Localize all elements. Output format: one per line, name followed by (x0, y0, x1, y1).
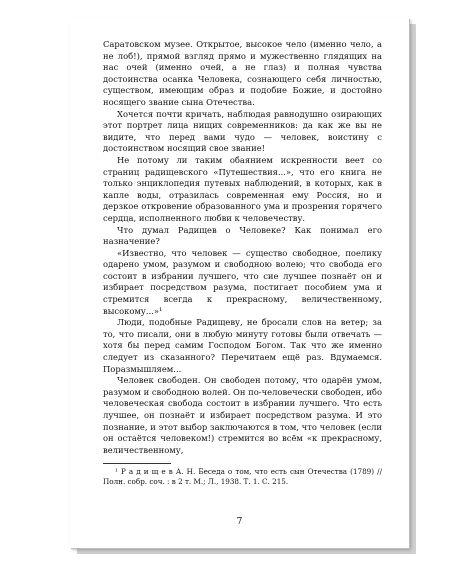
footnote-rule (103, 463, 171, 464)
paragraph: Саратовском музее. Открытое, высокое чело (именно чело, а не лоб!), прямой взгляд прямо и мужественно глядящих на нас очей (именно очей, а не глаз) и полная чувства достоинства осанка Человека, сознающего себя личностью, существом, имеющим образ и подобие Божие, и достойно носящего звание сына Отечества. (103, 39, 382, 107)
quote-paragraph: «Известно, что человек — существо свободное, поелику одарено умом, разумом и свободною волею; что свобода его состоит в избрании лучшего, что сие лучшее познаёт он и избирает посредством разума, постигает пособием ума и стремится всегда к прекрасному, величественному, высокому...»¹ (103, 247, 382, 316)
paragraph: Не потому ли таким обаянием искренности веет со страниц радищевского «Путешествия...», что его книга не только энциклопедия путевых наблюдений, в которых, как в капле воды, отразилась современная ему Россия, но и дерзкое откровение образованного ума и прозрения горячего сердца, исполненного любви к человечеству. (103, 154, 382, 223)
footnote: ¹ Р а д и щ е в А. Н. Беседа о том, что есть сын Отечества (1789) // Полн. собр. соч. : в 2 т. М.; Л., 1938. Т. 1. С. 215. (103, 467, 382, 487)
paragraph: Человек свободен. Он свободен потому, что одарён умом, разумом и свободною волей. Он по-человечески свободен, ибо человеческая свобода состоит в избрании лучшего. Что есть лучшее, он познаёт и избирает посредством разума. И это познание, и этот выбор заключаются в том, что человек (если он остаётся человеком!) стремится во всём «к прекрасному, величественному, (103, 375, 383, 455)
paragraph: Люди, подобные Радищеву, не бросали слов на ветер; за то, что писали, они в любую минуту готовы были отвечать — хотя бы перед самим Господом Богом. Так что же именно следует из сказанного? Перечитаем ещё раз. Вдумаемся. Поразмышляем... (103, 317, 382, 374)
paragraph: Хочется почти кричать, наблюдая равнодушно озирающих этот портрет лица нищих современников: да как же вы не видите, что перед вами чудо — человек, воистину с достоинством носящий свое звание! (103, 108, 382, 154)
text-block (103, 39, 382, 487)
book-page (70, 18, 409, 548)
page-number: 7 (236, 517, 243, 527)
paragraph: Что думал Радищев о Человеке? Как понимал его назначение? (103, 224, 382, 247)
